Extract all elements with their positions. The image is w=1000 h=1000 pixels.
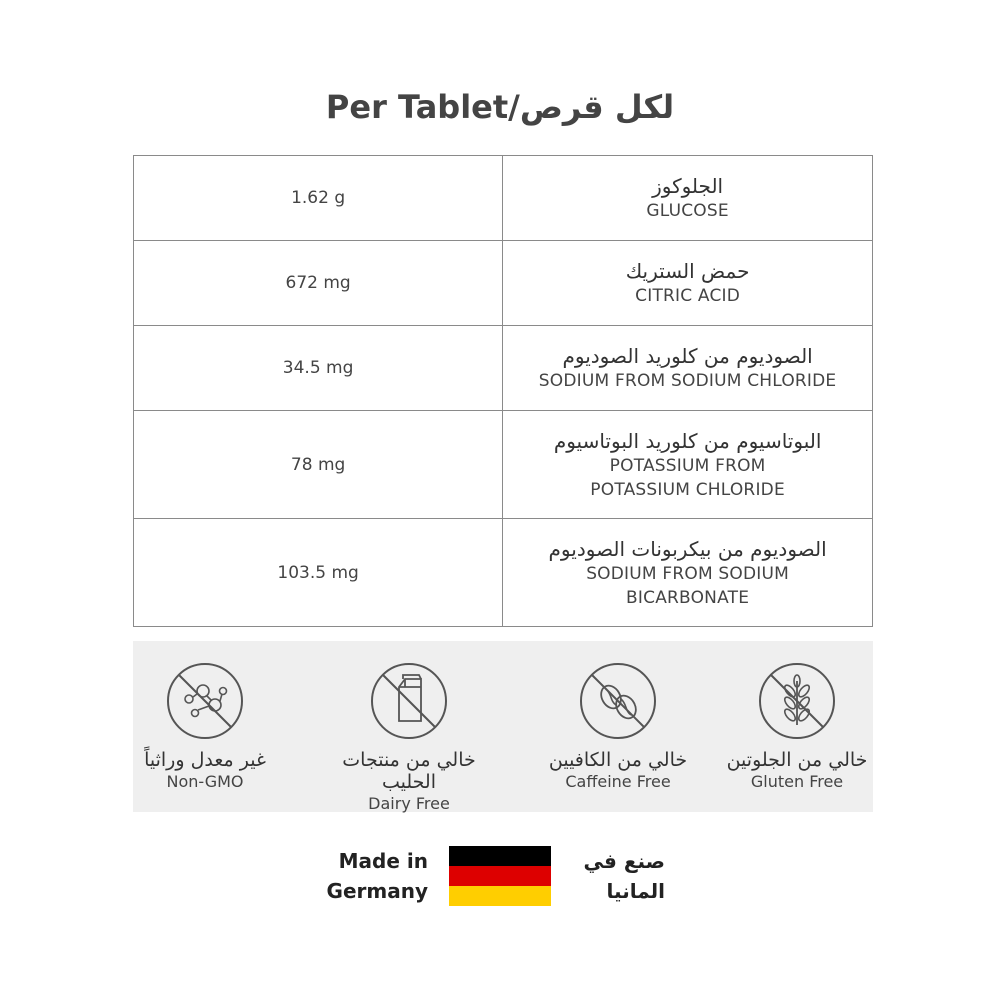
badge-dairy-free — [319, 661, 499, 815]
amount-cell: 672 mg — [134, 241, 503, 326]
ingredient-name-en: POTASSIUM FROM POTASSIUM CHLORIDE — [590, 455, 785, 500]
amount-cell: 103.5 mg — [134, 519, 503, 627]
ingredient-name-en: GLUCOSE — [646, 201, 729, 221]
country-line-ar: المانيا — [606, 879, 665, 903]
ingredient-name-ar: الصوديوم من بيكربونات الصوديوم — [548, 536, 827, 561]
ingredient-name-ar: الصوديوم من كلوريد الصوديوم — [562, 344, 813, 368]
table-row — [134, 241, 873, 326]
badge-label-en: Gluten Free — [750, 772, 844, 791]
ingredient-name-en: CITRIC ACID — [635, 286, 741, 306]
made-in-line-ar: صنع في — [583, 849, 665, 873]
ingredient-cell — [503, 156, 873, 241]
badge-label-en: Non-GMO — [166, 772, 244, 791]
ingredient-cell — [503, 326, 873, 411]
table-row — [134, 156, 873, 241]
badge-non-gmo — [115, 661, 295, 793]
page-title: Per Tablet/لكل قرص — [325, 88, 675, 126]
table-row — [134, 326, 873, 411]
badge-label-en: Caffeine Free — [565, 772, 671, 791]
made-in-label-ar — [565, 846, 665, 906]
badge-label-ar: خالي من الكافيين — [548, 749, 688, 771]
dairy-free-icon — [369, 661, 449, 741]
flag-stripe-black — [449, 846, 551, 866]
ingredient-cell — [503, 519, 873, 627]
germany-flag-icon — [449, 846, 551, 906]
badge-label-en: Dairy Free — [368, 794, 450, 813]
non-gmo-icon — [165, 661, 245, 741]
flag-stripe-red — [449, 866, 551, 886]
badge-gluten-free — [707, 661, 887, 793]
gluten-free-icon — [757, 661, 837, 741]
made-in-line: Made in — [338, 849, 428, 873]
table-row — [134, 519, 873, 627]
table-row — [134, 411, 873, 519]
ingredient-name-en: SODIUM FROM SODIUM BICARBONATE — [586, 563, 790, 608]
amount-cell: 34.5 mg — [134, 326, 503, 411]
caffeine-free-icon — [578, 661, 658, 741]
ingredient-name-ar: البوتاسيوم من كلوريد البوتاسيوم — [553, 428, 822, 453]
badge-caffeine-free — [528, 661, 708, 793]
ingredient-cell — [503, 241, 873, 326]
made-in-label-en — [320, 846, 428, 906]
ingredient-name-en: SODIUM FROM SODIUM CHLORIDE — [538, 371, 837, 391]
ingredient-name-ar: الجلوكوز — [652, 174, 724, 198]
badge-label-ar: خالي من منتجات الحليب — [342, 749, 476, 793]
ingredient-cell — [503, 411, 873, 519]
ingredient-name-ar: حمض الستريك — [625, 259, 750, 283]
free-from-panel — [133, 641, 873, 812]
flag-stripe-gold — [449, 886, 551, 906]
badge-label-ar: غير معدل وراثياً — [144, 749, 266, 771]
badge-label-ar: خالي من الجلوتين — [726, 749, 868, 771]
amount-cell: 78 mg — [134, 411, 503, 519]
country-line: Germany — [326, 879, 428, 903]
amount-cell: 1.62 g — [134, 156, 503, 241]
nutrition-table — [133, 155, 873, 627]
